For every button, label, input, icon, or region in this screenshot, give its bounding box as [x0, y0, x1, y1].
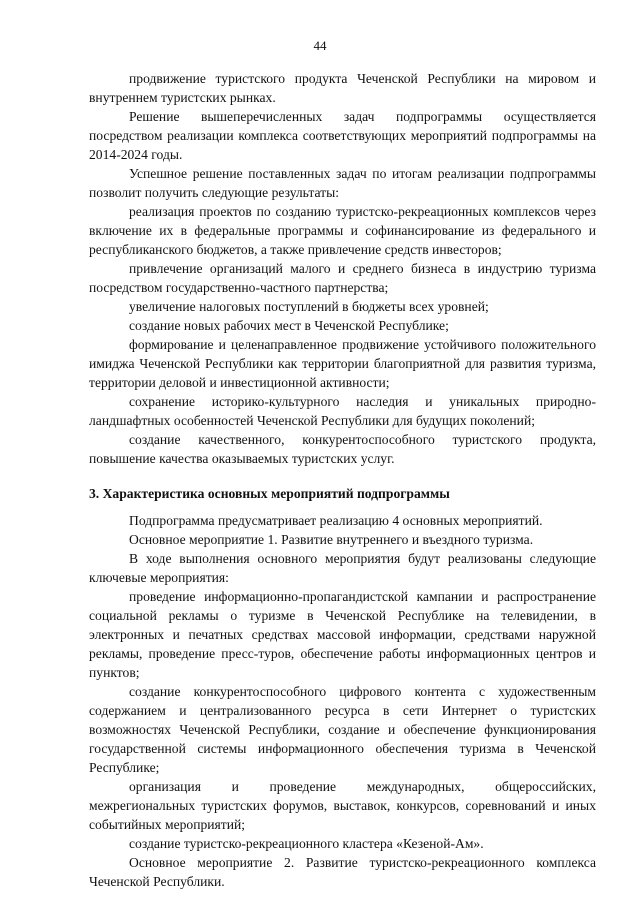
document-body [89, 69, 596, 891]
paragraph: Решение вышеперечисленных задач подпрограммы осуществляется посредством реализации комплекса соответствующих мероприятий подпрограммы на 2014-2024 годы. [89, 109, 596, 162]
paragraph: формирование и целенаправленное продвижение устойчивого положительного имиджа Чеченской Республики как территории благоприятной для развития туризма, территории деловой и инвестиционной активности; [89, 337, 596, 390]
paragraph: создание качественного, конкурентоспособного туристского продукта, повышение качества оказываемых туристских услуг. [89, 432, 596, 466]
paragraph: Успешное решение поставленных задач по итогам реализации подпрограммы позволит получить следующие результаты: [89, 166, 596, 200]
paragraph: Основное мероприятие 2. Развитие туристско-рекреационного комплекса Чеченской Республики. [89, 855, 596, 889]
paragraph: привлечение организаций малого и среднего бизнеса в индустрию туризма посредством государственно-частного партнерства; [89, 261, 596, 295]
paragraph: продвижение туристского продукта Чеченской Республики на мировом и внутреннем туристских рынках. [89, 71, 596, 105]
paragraph: сохранение историко-культурного наследия и уникальных природно-ландшафтных особенностей Чеченской Республики для будущих поколений; [89, 394, 596, 428]
page-number: 44 [313, 38, 327, 53]
paragraph: создание туристско-рекреационного кластера «Кезеной-Ам». [129, 836, 484, 851]
paragraph: увеличение налоговых поступлений в бюджеты всех уровней; [129, 299, 489, 314]
paragraph: создание конкурентоспособного цифрового контента с художественным содержанием и централизованного ресурса в сети Интернет о туристских возможностях Чеченской Республики, создание и обеспечение функционирования государственной системы информационного обеспечения туризма в Чеченской Республике; [89, 684, 596, 775]
paragraph: Основное мероприятие 1. Развитие внутреннего и въездного туризма. [129, 532, 534, 547]
paragraph: Подпрограмма предусматривает реализацию 4 основных мероприятий. [129, 513, 543, 528]
paragraph: реализация проектов по созданию туристско-рекреационных комплексов через включение их в федеральные программы и софинансирование из федерального и республиканского бюджетов, а также привлечение средств инвесторов; [89, 204, 596, 257]
paragraph: организация и проведение международных, общероссийских, межрегиональных туристских форумов, выставок, конкурсов, соревнований и иных событийных мероприятий; [89, 779, 596, 832]
section-heading: 3. Характеристика основных мероприятий подпрограммы [89, 486, 450, 501]
paragraph: проведение информационно-пропагандистской кампании и распространение социальной рекламы о туризме в Чеченской Республике на телевидении, в электронных и печатных средствах массовой информации, средствами наружной рекламы, проведение пресс-туров, обеспечение работы информационных центров и пунктов; [89, 589, 596, 680]
paragraph: В ходе выполнения основного мероприятия будут реализованы следующие ключевые мероприятия: [89, 551, 596, 585]
paragraph: создание новых рабочих мест в Чеченской Республике; [129, 318, 449, 333]
